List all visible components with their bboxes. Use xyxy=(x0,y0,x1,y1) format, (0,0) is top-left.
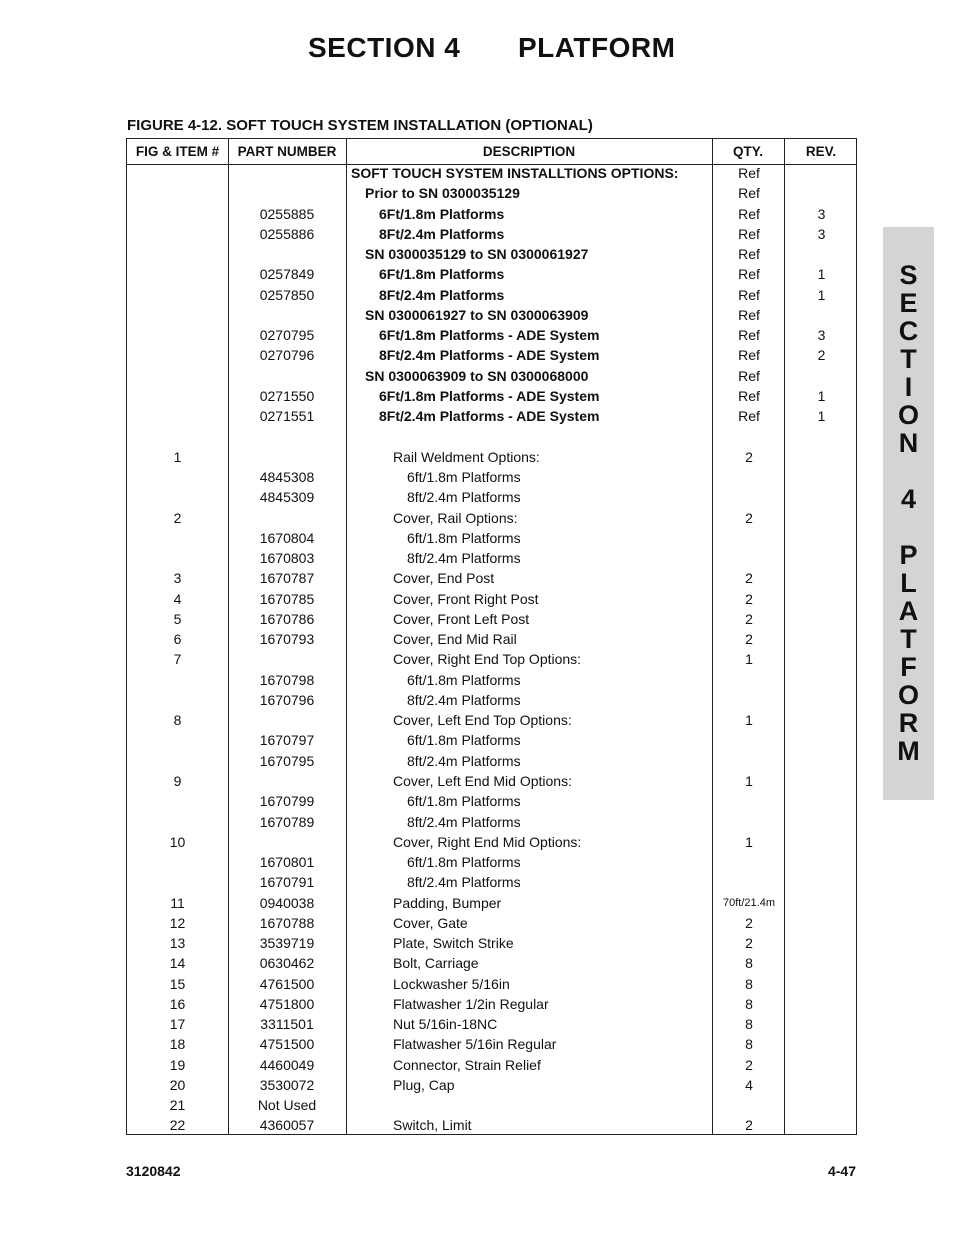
part-number-cell: 1670788 xyxy=(259,914,315,931)
fig-item-cell: 9 xyxy=(173,772,182,789)
side-tab-letter: A xyxy=(898,596,919,626)
qty-cell: 2 xyxy=(745,448,753,465)
table-row xyxy=(127,589,858,609)
table-row xyxy=(127,264,858,284)
table-row xyxy=(127,1034,858,1054)
fig-item-cell: 13 xyxy=(169,935,186,952)
qty-cell: Ref xyxy=(738,205,760,222)
side-tab-letter: O xyxy=(897,400,919,430)
table-body xyxy=(127,163,858,1136)
col-header-rev: REV. xyxy=(805,144,837,159)
qty-cell: 8 xyxy=(745,955,753,972)
side-tab-letter: M xyxy=(897,736,920,766)
description-cell: 6Ft/1.8m Platforms - ADE System xyxy=(379,387,600,404)
figure-title: FIGURE 4-12. SOFT TOUCH SYSTEM INSTALLATION (OPTIONAL) xyxy=(127,117,593,134)
table-row xyxy=(127,670,858,690)
description-cell: Bolt, Carriage xyxy=(393,955,479,972)
rev-cell: 3 xyxy=(817,205,826,222)
fig-item-cell: 8 xyxy=(173,712,182,729)
qty-cell: 1 xyxy=(745,772,753,789)
table-row xyxy=(127,487,858,507)
part-number-cell: 1670785 xyxy=(259,590,315,607)
part-number-cell: 4751500 xyxy=(259,1036,315,1053)
table-row xyxy=(127,913,858,933)
table-row xyxy=(127,812,858,832)
part-number-cell: 1670791 xyxy=(259,874,315,891)
qty-cell: Ref xyxy=(738,225,760,242)
fig-item-cell: 17 xyxy=(169,1016,186,1033)
description-cell: Padding, Bumper xyxy=(393,894,502,911)
part-number-cell: 0255885 xyxy=(259,205,315,222)
part-number-cell: 0271551 xyxy=(259,408,315,425)
table-row xyxy=(127,345,858,365)
description-cell: 8Ft/2.4m Platforms - ADE System xyxy=(379,347,600,364)
part-number-cell: 1670796 xyxy=(259,691,315,708)
table-row xyxy=(127,325,858,345)
description-cell: 6Ft/1.8m Platforms xyxy=(379,266,505,283)
description-cell: Connector, Strain Relief xyxy=(393,1056,541,1073)
table-row xyxy=(127,974,858,994)
rev-cell: 3 xyxy=(817,225,826,242)
qty-cell: 2 xyxy=(745,914,753,931)
rev-cell: 2 xyxy=(817,347,826,364)
fig-item-cell: 20 xyxy=(169,1076,186,1093)
side-tab-letter: T xyxy=(900,344,917,374)
section-number: SECTION 4 xyxy=(308,32,461,63)
part-number-cell: 1670804 xyxy=(259,529,315,546)
qty-cell: 2 xyxy=(745,1056,753,1073)
fig-item-cell: 1 xyxy=(173,448,182,465)
section-side-tab xyxy=(883,227,934,800)
table-row xyxy=(127,467,858,487)
description-cell: Prior to SN 0300035129 xyxy=(365,185,520,202)
table-row xyxy=(127,366,858,386)
qty-cell: Ref xyxy=(738,347,760,364)
part-number-cell: 4751800 xyxy=(259,995,315,1012)
description-cell: Cover, Right End Top Options: xyxy=(393,651,582,668)
table-row xyxy=(127,690,858,710)
side-tab-letters xyxy=(883,261,934,765)
description-cell: Cover, Front Left Post xyxy=(393,610,530,627)
part-number-cell: 1670801 xyxy=(259,854,315,871)
part-number-cell: 0255886 xyxy=(259,225,315,242)
qty-cell: Ref xyxy=(738,408,760,425)
description-cell: Cover, End Post xyxy=(393,570,495,587)
description-cell: SN 0300061927 to SN 0300063909 xyxy=(365,306,589,323)
description-cell: Cover, Rail Options: xyxy=(393,509,518,526)
side-tab-letter: E xyxy=(899,288,918,318)
qty-cell: 1 xyxy=(745,833,753,850)
qty-cell: 4 xyxy=(745,1076,753,1093)
part-number-cell: 4360057 xyxy=(259,1117,315,1134)
parts-table xyxy=(126,138,857,1135)
table-row xyxy=(127,791,858,811)
fig-item-cell: 11 xyxy=(170,894,185,911)
part-number-cell: 3311501 xyxy=(260,1016,314,1033)
description-cell: 6ft/1.8m Platforms xyxy=(407,468,521,485)
description-cell: 8ft/2.4m Platforms xyxy=(407,550,521,567)
table-row xyxy=(127,994,858,1014)
side-tab-letter: O xyxy=(897,680,919,710)
part-number-cell: 1670797 xyxy=(259,732,315,749)
description-cell: SN 0300035129 to SN 0300061927 xyxy=(365,246,589,263)
qty-cell: Ref xyxy=(738,306,760,323)
description-cell: Rail Weldment Options: xyxy=(393,448,540,465)
qty-cell: 2 xyxy=(745,570,753,587)
fig-item-cell: 22 xyxy=(169,1117,186,1134)
qty-cell: Ref xyxy=(738,387,760,404)
side-tab-letter: T xyxy=(900,624,917,654)
fig-item-cell: 2 xyxy=(173,509,182,526)
part-number-cell: 0271550 xyxy=(259,387,315,404)
table-row xyxy=(127,548,858,568)
table-row xyxy=(127,953,858,973)
table-row xyxy=(127,447,858,467)
description-cell: 6ft/1.8m Platforms xyxy=(407,671,521,688)
part-number-cell: 1670795 xyxy=(259,752,315,769)
table-row xyxy=(127,832,858,852)
fig-item-cell: 14 xyxy=(169,955,186,972)
table-row xyxy=(127,183,858,203)
table-row xyxy=(127,568,858,588)
description-cell: Cover, Left End Top Options: xyxy=(393,712,572,729)
table-row xyxy=(127,426,858,446)
part-number-cell: 4845308 xyxy=(259,468,315,485)
qty-cell: Ref xyxy=(738,266,760,283)
table-row xyxy=(127,730,858,750)
table-row xyxy=(127,1055,858,1075)
side-tab-letter: N xyxy=(898,428,919,458)
fig-item-cell: 7 xyxy=(173,651,182,668)
description-cell: 6Ft/1.8m Platforms xyxy=(379,205,505,222)
description-cell: Cover, Front Right Post xyxy=(393,590,539,607)
part-number-cell: 4845309 xyxy=(259,489,315,506)
description-cell: Plug, Cap xyxy=(393,1076,455,1093)
qty-cell: 8 xyxy=(745,1036,753,1053)
description-cell: Switch, Limit xyxy=(393,1117,472,1134)
side-tab-letter: F xyxy=(900,652,917,682)
qty-cell: 8 xyxy=(745,975,753,992)
part-number-cell: 1670786 xyxy=(259,610,315,627)
table-row xyxy=(127,1115,858,1135)
qty-cell: 70ft/21.4m xyxy=(723,896,775,909)
fig-item-cell: 10 xyxy=(169,833,186,850)
description-cell: 6ft/1.8m Platforms xyxy=(407,732,521,749)
part-number-cell: 1670803 xyxy=(259,550,315,567)
table-row xyxy=(127,893,858,913)
col-header-description: DESCRIPTION xyxy=(482,144,576,159)
fig-item-cell: 3 xyxy=(173,570,182,587)
part-number-cell: 4761500 xyxy=(259,975,315,992)
description-cell: 8Ft/2.4m Platforms xyxy=(379,286,505,303)
fig-item-cell: 5 xyxy=(173,610,182,627)
part-number-cell: 0630462 xyxy=(259,955,315,972)
qty-cell: 1 xyxy=(745,712,753,729)
description-cell: 6ft/1.8m Platforms xyxy=(407,529,521,546)
part-number-cell: 1670793 xyxy=(259,631,315,648)
table-row xyxy=(127,386,858,406)
fig-item-cell: 12 xyxy=(169,914,186,931)
fig-item-cell: 18 xyxy=(169,1036,186,1053)
rev-cell: 3 xyxy=(817,327,826,344)
qty-cell: 2 xyxy=(745,631,753,648)
description-cell: 8ft/2.4m Platforms xyxy=(407,489,521,506)
part-number-cell: 1670787 xyxy=(259,570,315,587)
qty-cell: Ref xyxy=(738,246,760,263)
qty-cell: 2 xyxy=(745,1117,753,1134)
part-number-cell: 0270795 xyxy=(259,327,315,344)
side-tab-letter xyxy=(883,513,934,541)
fig-item-cell: 4 xyxy=(173,590,182,607)
qty-cell: Ref xyxy=(738,367,760,384)
qty-cell: 1 xyxy=(745,651,753,668)
qty-cell: 2 xyxy=(745,590,753,607)
part-number-cell: 4460049 xyxy=(259,1056,315,1073)
table-row xyxy=(127,629,858,649)
table-row xyxy=(127,872,858,892)
description-cell: 6ft/1.8m Platforms xyxy=(407,793,521,810)
side-tab-letter: I xyxy=(904,372,913,402)
page-number: 4-47 xyxy=(827,1163,856,1179)
part-number-cell: 0270796 xyxy=(259,347,315,364)
fig-item-cell: 19 xyxy=(169,1056,186,1073)
side-tab-letter: S xyxy=(899,260,918,290)
side-tab-letter: C xyxy=(898,316,919,346)
description-cell: Flatwasher 5/16in Regular xyxy=(393,1036,557,1053)
part-number-cell: 3539719 xyxy=(259,935,315,952)
description-cell: Lockwasher 5/16in xyxy=(393,975,510,992)
rev-cell: 1 xyxy=(817,387,826,404)
side-tab-letter: R xyxy=(898,708,919,738)
table-row xyxy=(127,508,858,528)
side-tab-letter: 4 xyxy=(900,484,917,514)
table-row xyxy=(127,285,858,305)
table-row xyxy=(127,244,858,264)
description-cell: 8ft/2.4m Platforms xyxy=(407,752,521,769)
table-row xyxy=(127,1075,858,1095)
qty-cell: 8 xyxy=(745,1016,753,1033)
table-row xyxy=(127,751,858,771)
qty-cell: 2 xyxy=(745,935,753,952)
fig-item-cell: 21 xyxy=(169,1097,186,1114)
qty-cell: 2 xyxy=(745,509,753,526)
document-number: 3120842 xyxy=(126,1163,181,1179)
col-header-part: PART NUMBER xyxy=(237,144,337,159)
description-cell: 6Ft/1.8m Platforms - ADE System xyxy=(379,327,600,344)
qty-cell: Ref xyxy=(738,327,760,344)
fig-item-cell: 15 xyxy=(169,975,186,992)
description-cell: Cover, Gate xyxy=(393,914,468,931)
description-cell: Cover, Left End Mid Options: xyxy=(393,772,572,789)
description-cell: Cover, End Mid Rail xyxy=(393,631,517,648)
description-cell: Cover, Right End Mid Options: xyxy=(393,833,582,850)
qty-cell: Ref xyxy=(738,165,760,181)
table-row xyxy=(127,852,858,872)
description-cell: 8Ft/2.4m Platforms - ADE System xyxy=(379,408,600,425)
table-row xyxy=(127,1014,858,1034)
part-number-cell: 1670798 xyxy=(259,671,315,688)
side-tab-letter xyxy=(883,457,934,485)
side-tab-letter: P xyxy=(899,540,918,570)
description-cell: Nut 5/16in-18NC xyxy=(393,1016,498,1033)
rev-cell: 1 xyxy=(817,408,826,425)
col-header-qty: QTY. xyxy=(732,144,763,159)
part-number-cell: 0257849 xyxy=(259,266,315,283)
table-row xyxy=(127,609,858,629)
description-cell: Plate, Switch Strike xyxy=(393,935,514,952)
part-number-cell: 3530072 xyxy=(259,1076,315,1093)
table-row xyxy=(127,406,858,426)
table-row xyxy=(127,163,858,183)
table-row xyxy=(127,933,858,953)
description-cell: 8Ft/2.4m Platforms xyxy=(379,225,505,242)
side-tab-letter: L xyxy=(900,568,917,598)
part-number-cell: 1670799 xyxy=(259,793,315,810)
rev-cell: 1 xyxy=(817,286,826,303)
qty-cell: Ref xyxy=(738,185,760,202)
part-number-cell: 0940038 xyxy=(259,894,315,911)
table-row xyxy=(127,771,858,791)
part-number-cell: Not Used xyxy=(257,1097,317,1114)
fig-item-cell: 6 xyxy=(173,631,182,648)
part-number-cell: 0257850 xyxy=(259,286,315,303)
table-row xyxy=(127,1095,858,1115)
description-cell: 8ft/2.4m Platforms xyxy=(407,813,521,830)
table-row xyxy=(127,528,858,548)
part-number-cell: 1670789 xyxy=(259,813,315,830)
rev-cell: 1 xyxy=(817,266,826,283)
qty-cell: 8 xyxy=(745,995,753,1012)
description-cell: 8ft/2.4m Platforms xyxy=(407,874,521,891)
table-row xyxy=(127,224,858,244)
description-cell: 8ft/2.4m Platforms xyxy=(407,691,521,708)
table-row xyxy=(127,204,858,224)
qty-cell: Ref xyxy=(738,286,760,303)
description-cell: SOFT TOUCH SYSTEM INSTALLTIONS OPTIONS: xyxy=(351,165,679,181)
table-row xyxy=(127,305,858,325)
qty-cell: 2 xyxy=(745,610,753,627)
description-cell: Flatwasher 1/2in Regular xyxy=(393,995,549,1012)
fig-item-cell: 16 xyxy=(169,995,186,1012)
table-row xyxy=(127,649,858,669)
col-header-fig: FIG & ITEM # xyxy=(135,144,220,159)
description-cell: SN 0300063909 to SN 0300068000 xyxy=(365,367,589,384)
section-title: PLATFORM xyxy=(518,32,676,63)
description-cell: 6ft/1.8m Platforms xyxy=(407,854,521,871)
table-row xyxy=(127,710,858,730)
